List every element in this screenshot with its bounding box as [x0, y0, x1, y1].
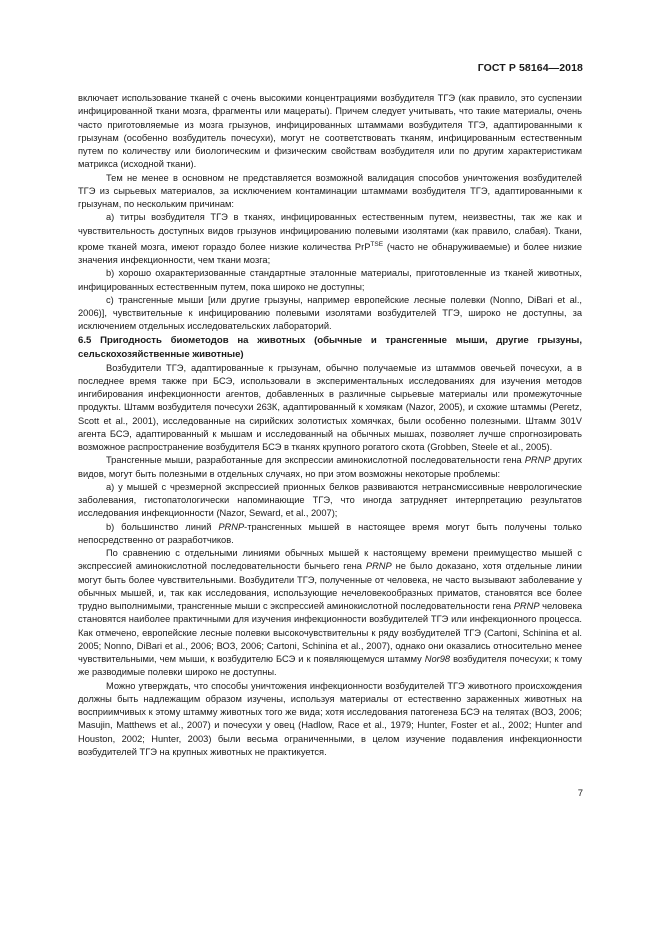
text-run: человека становятся наиболее практичными для изучения инфекционности возбудителей ТГЭ или инфекционного процесса. Как отмечено, европейские лесные полевки высокочувствительны к ряду возбудителей ТГЭ (Cartoni, Schinina et al. 2005; Nonno, DiBari et al., 2006; ВОЗ, 2006; Cartoni, Schinina et al., 2007), однако они оказались относительно менее чувствительными, чем мыши, к возбудителю БСЭ и к появляющемуся штамму [78, 601, 583, 664]
paragraph-rodent-adapted-strains: Возбудители ТГЭ, адаптированные к грызунам, обычно получаемые из штаммов овечьей почесухи, а в последнее время также при БСЭ, использовали в экспериментальных исследованиях для изучения методов ингибирования инфекционности агентов, добавленных в различные сырьевые материалы или промежуточные продукты. Штамм возбудителя почесухи 263К, адаптированный к хомякам (Nazor, 2005), и схожие штаммы (Peretz, Scott et al., 2001), исследованные на сирийских золотистых хомячках, были особенно полезными. Штамм 301V агента БСЭ, адаптированный к мышам и исследованный на обычных мышах, позволяет лучше спрогнозировать возможное распространение возбудителя БСЭ в тканях крупного рогатого скота (Grobben, Steele et al., 2005). [78, 362, 582, 452]
gene-name: PRNP [524, 455, 551, 466]
list-item-b-availability [78, 521, 582, 548]
list-item-a-overexpression: а) у мышей с чрезмерной экспрессией прионных белков развиваются нетрансмиссивные неврологические заболевания, гистопатологически напоминающие ТГЭ, что иногда затрудняет интерпретацию результатов исследования инфекционности (Nazor, Seward, et al., 2007); [78, 481, 582, 519]
paragraph-continuation: включает использование тканей с очень высокими концентрациями возбудителя ТГЭ (как правило, это суспензии инфицированной ткани мозга, фрагменты или мацераты). Причем следует учитывать, что такие материалы, очень часто приготовляемые из мозга грызунов, инфицированных штаммами возбудителя ТГЭ, адаптированными к грызунам (особенно возбудитель почесухи), могут не соответствовать тканям, инфицированным естественным путем по количеству или биологическим и физическим свойствам возбудителя или по другим характеристикам матрикса (исходной ткани). [78, 93, 582, 170]
section-heading-6-5: 6.5 Пригодность биометодов на животных (обычные и трансгенные мыши, другие грызуны, сельскохозяйственные животные) [78, 334, 582, 360]
text-run: а) титры возбудителя ТГЭ в тканях, инфицированных естественным путем, неизвестны, так же как и чувствительность доступных видов грызунов инфицированию полевыми изолятами (как правило, слабая). Ткани, кроме тканей мозга, имеют гораздо более низкие количества PrP [78, 212, 582, 252]
page-number: 7 [577, 788, 583, 799]
paragraph-comparison [78, 547, 582, 680]
list-item-c-transgenic-mice: с) трансгенные мыши [или другие грызуны, например европейские лесные полевки (Nonno, DiBari et al., 2006)], чувствительные к инфицированию полевыми изолятами возбудителей ТГЭ, широко не доступны, за исключением отдельных исследовательских лабораторий. [78, 294, 582, 332]
text-run: b) большинство линий [106, 521, 219, 532]
paragraph-conclusion: Можно утверждать, что способы уничтожения инфекционности возбудителей ТГЭ животного происхождения должны быть надлежащим образом изучены, используя материалы от естественно зараженных животных на восприимчивых к этому штамму животных того же вида; хотя исследования патогенеза БСЭ на телятах (ВОЗ, 2006; Masujin, Matthews et al., 2007) и почесухи у овец (Hadlow, Race et al., 1979; Hunter, Foster et al., 2002; Hunter and Houston, 2002; Hunter, 2003) были весьма ограниченными, в целом изучение подавления инфекционности возбудителей ТГЭ на крупных животных не практикуется. [78, 680, 582, 757]
superscript-tse: TSE [370, 240, 384, 248]
text-run: других видов, могут быть полезными в отдельных случаях, но при этом возможны некоторые проблемы: [78, 455, 582, 479]
document-body [78, 92, 582, 759]
list-item-a-titers [78, 211, 582, 267]
text-run: возбудителя почесухи; к тому же разводимые полевки широко не доступны. [78, 654, 582, 678]
paragraph-validation: Тем не менее в основном не представляется возможной валидация способов уничтожения возбудителей ТГЭ из сырьевых материалов, за исключением контаминации штаммами возбудителя ТГЭ, адаптированными к грызунам, по нескольким причинам: [78, 172, 582, 209]
gene-name: PRNP [365, 561, 392, 572]
list-item-b-reference-materials: b) хорошо охарактеризованные стандартные эталонные материалы, приготовленные из тканей животных, инфицированных естественным путем, пока широко не доступны; [78, 268, 582, 292]
gene-name: PRNP [513, 601, 540, 611]
gene-name: PRNP [218, 521, 245, 532]
text-run: Трансгенные мыши, разработанные для экспрессии аминокислотной последовательности гена [106, 455, 525, 466]
document-header-standard: ГОСТ Р 58164—2018 [477, 62, 583, 74]
text-run: (часто не обнаруживаемые) и более низкие значения инфекционности, чем ткани мозга; [78, 241, 583, 265]
text-run: -трансгенных мышей в настоящее время могут быть получены только непосредственно от разработчиков. [78, 521, 582, 545]
paragraph-transgenic-mice [78, 454, 582, 481]
text-run: не было доказано, хотя отдельные линии могут быть более чувствительными. Возбудители ТГЭ, полученные от человека, не часто вызывают заболевание у обычных мышей, и, так как исследования, использующие нечеловекообразных приматов, становятся все более трудно выполнимыми, трансгенные мыши с экспрессией аминокислотной последовательности гена [78, 561, 582, 611]
strain-name: Nor98 [424, 654, 451, 664]
text-run: По сравнению с отдельными линиями обычных мышей к настоящему времени преимущество мышей с экспрессией аминокислотной последовательности бычьего гена [78, 548, 582, 572]
